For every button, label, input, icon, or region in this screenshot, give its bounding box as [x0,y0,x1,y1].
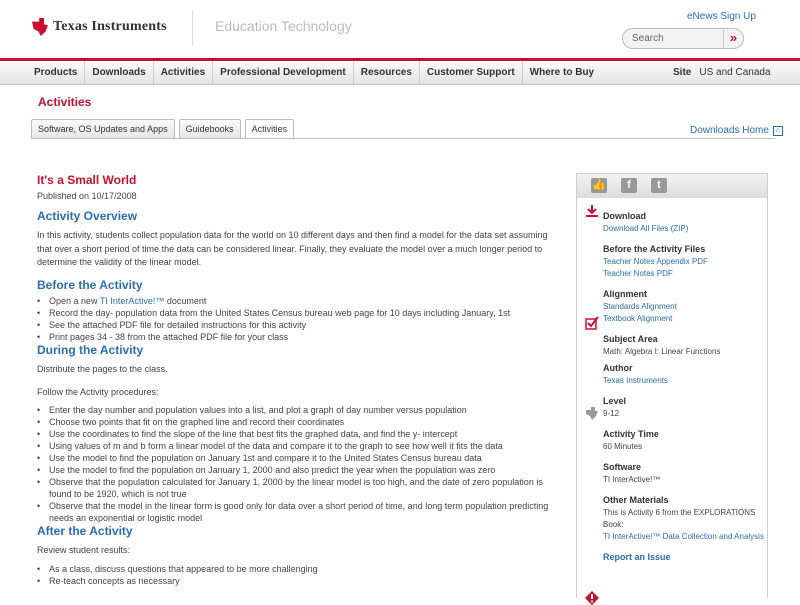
ti-interactive-link[interactable]: TI InterActive!™ [99,295,165,306]
main-nav [0,58,800,85]
site-label: Site [673,67,692,78]
tab-guidebooks[interactable]: Guidebooks [179,119,241,138]
teacher-notes-appendix-link[interactable]: Teacher Notes Appendix PDF [603,257,708,266]
download-icon [585,204,599,218]
activity-content [37,173,552,587]
list-item: • Record the day- population data from the United States Census bureau web page for 10 days including January, 1st [37,307,552,319]
nav-activities[interactable]: Activities [154,61,213,84]
nav-downloads[interactable]: Downloads [85,61,153,84]
section-title: Education Technology [215,18,352,34]
before-list [37,295,552,343]
list-item: • Print pages 34 - 38 from the attached PDF file for your class [37,331,552,343]
before-item-prefix: Open a new [49,295,100,306]
page-title: Activities [38,95,92,109]
twitter-icon[interactable]: t [651,178,667,193]
software-value: TI InterActive!™ [603,475,661,484]
list-item: • See the attached PDF file for detailed instructions for this activity [37,319,552,331]
site-value[interactable]: US and Canada [699,67,771,78]
software-heading: Software [603,462,642,472]
textbook-alignment-link[interactable]: Textbook Alignment [603,314,673,323]
report-icon [585,591,599,605]
standards-alignment-link[interactable]: Standards Alignment [603,302,677,311]
subject-heading: Subject Area [603,334,658,344]
list-item: • Re-teach concepts as necessary [37,575,552,587]
nav-customer-support[interactable]: Customer Support [420,61,523,84]
download-heading: Download [603,211,646,221]
search-go-button[interactable]: » [723,29,743,48]
list-item: • Use the coordinates to find the slope of the line that best fits the graphed data, and find the y- intercept [37,428,552,440]
downloads-home-label: Downloads Home [690,125,769,136]
alignment-heading: Alignment [603,289,647,299]
nav-professional-development[interactable]: Professional Development [213,61,354,84]
search-input[interactable]: Search [632,33,664,44]
level-heading: Level [603,396,627,406]
list-item: • Use the model to find the population on January 1st and compare it to the United States Census bureau data [37,452,552,464]
report-issue-link[interactable]: Report an Issue [603,552,671,562]
other-materials-text: This is Activity 6 from the EXPLORATIONS Book: [603,508,756,529]
activity-sidebar [576,173,768,598]
author-heading: Author [603,363,633,373]
overview-text: In this activity, students collect population data for the world on 10 different days and then find a model for the data set assuming that over a short period of time the data can be considered linear. Finally, they evaluate the model over a much longer period to determine the validity of the linear model. [37,230,548,267]
list-item: • Use the model to find the population on January 1, 2000 and also predict the year when the population was zero [37,464,552,476]
tab-activities[interactable]: Activities [245,119,295,139]
list-item: • Observe that the population calculated for January 1, 2000 by the linear model is too high, and the date of zero population is found to be 1920, which is not true [37,476,552,500]
author-link[interactable]: Texas Instruments [603,376,668,385]
tab-divider [31,138,774,139]
nav-resources[interactable]: Resources [354,61,420,84]
other-materials-link[interactable]: TI InterActive!™ Data Collection and Analysis [603,532,764,541]
ti-logo-icon [32,18,48,36]
tab-bar [31,119,294,139]
list-item [37,295,552,307]
other-materials-heading: Other Materials [603,495,669,505]
time-value: 60 Minutes [603,442,643,451]
list-item: • Using values of m and b form a linear model of the data and compare it to the graph to see how well it fits the data [37,440,552,452]
during-procedures: Follow the Activity procedures: [37,387,159,397]
checkbox-icon [585,316,599,330]
site-selector[interactable] [673,61,771,84]
nav-products[interactable]: Products [27,61,85,84]
during-list [37,404,552,524]
home-icon: ⌂ [773,126,783,136]
published-date: Published on 10/17/2008 [37,191,137,201]
after-list [37,563,552,587]
before-heading: Before the Activity [37,277,143,292]
during-intro: Distribute the pages to the class. [37,363,168,374]
level-value: 9-12 [603,409,620,418]
before-item-suffix: document [164,295,207,306]
overview-heading: Activity Overview [37,209,138,223]
activity-title: It's a Small World [37,173,137,187]
header-divider [192,10,193,46]
thumbs-up-icon[interactable]: 👍 [592,179,606,191]
after-intro: Review student results: [37,544,131,555]
list-item: • As a class, discuss questions that appeared to be more challenging [37,563,552,575]
time-heading: Activity Time [603,429,659,439]
subject-value: Math: Algebra I: Linear Functions [603,347,721,356]
teacher-notes-link[interactable]: Teacher Notes PDF [603,269,673,278]
search-box[interactable] [622,28,744,49]
ti-logo[interactable] [32,18,167,36]
list-item: • Enter the day number and population values into a list, and plot a graph of day number versus population [37,404,552,416]
during-heading: During the Activity [37,342,144,357]
ti-state-icon [585,406,599,420]
tab-software[interactable]: Software, OS Updates and Apps [31,119,175,138]
facebook-icon[interactable]: f [621,178,637,193]
nav-where-to-buy[interactable]: Where to Buy [529,67,595,78]
share-bar [577,174,767,198]
site-header [0,0,800,58]
list-item: • Observe that the model in the linear form is good only for data over a short period of time, and long term population predicting needs an exponential or logistic model [37,500,552,524]
downloads-home-link[interactable] [690,125,783,136]
before-files-heading: Before the Activity Files [603,244,706,254]
download-all-link[interactable]: Download All Files (ZIP) [603,224,689,233]
enews-signup-link[interactable]: eNews Sign Up [687,11,756,22]
after-heading: After the Activity [37,523,133,538]
list-item: • Choose two points that fit on the graphed line and record their coordinates [37,416,552,428]
logo-text: Texas Instruments [53,19,167,34]
